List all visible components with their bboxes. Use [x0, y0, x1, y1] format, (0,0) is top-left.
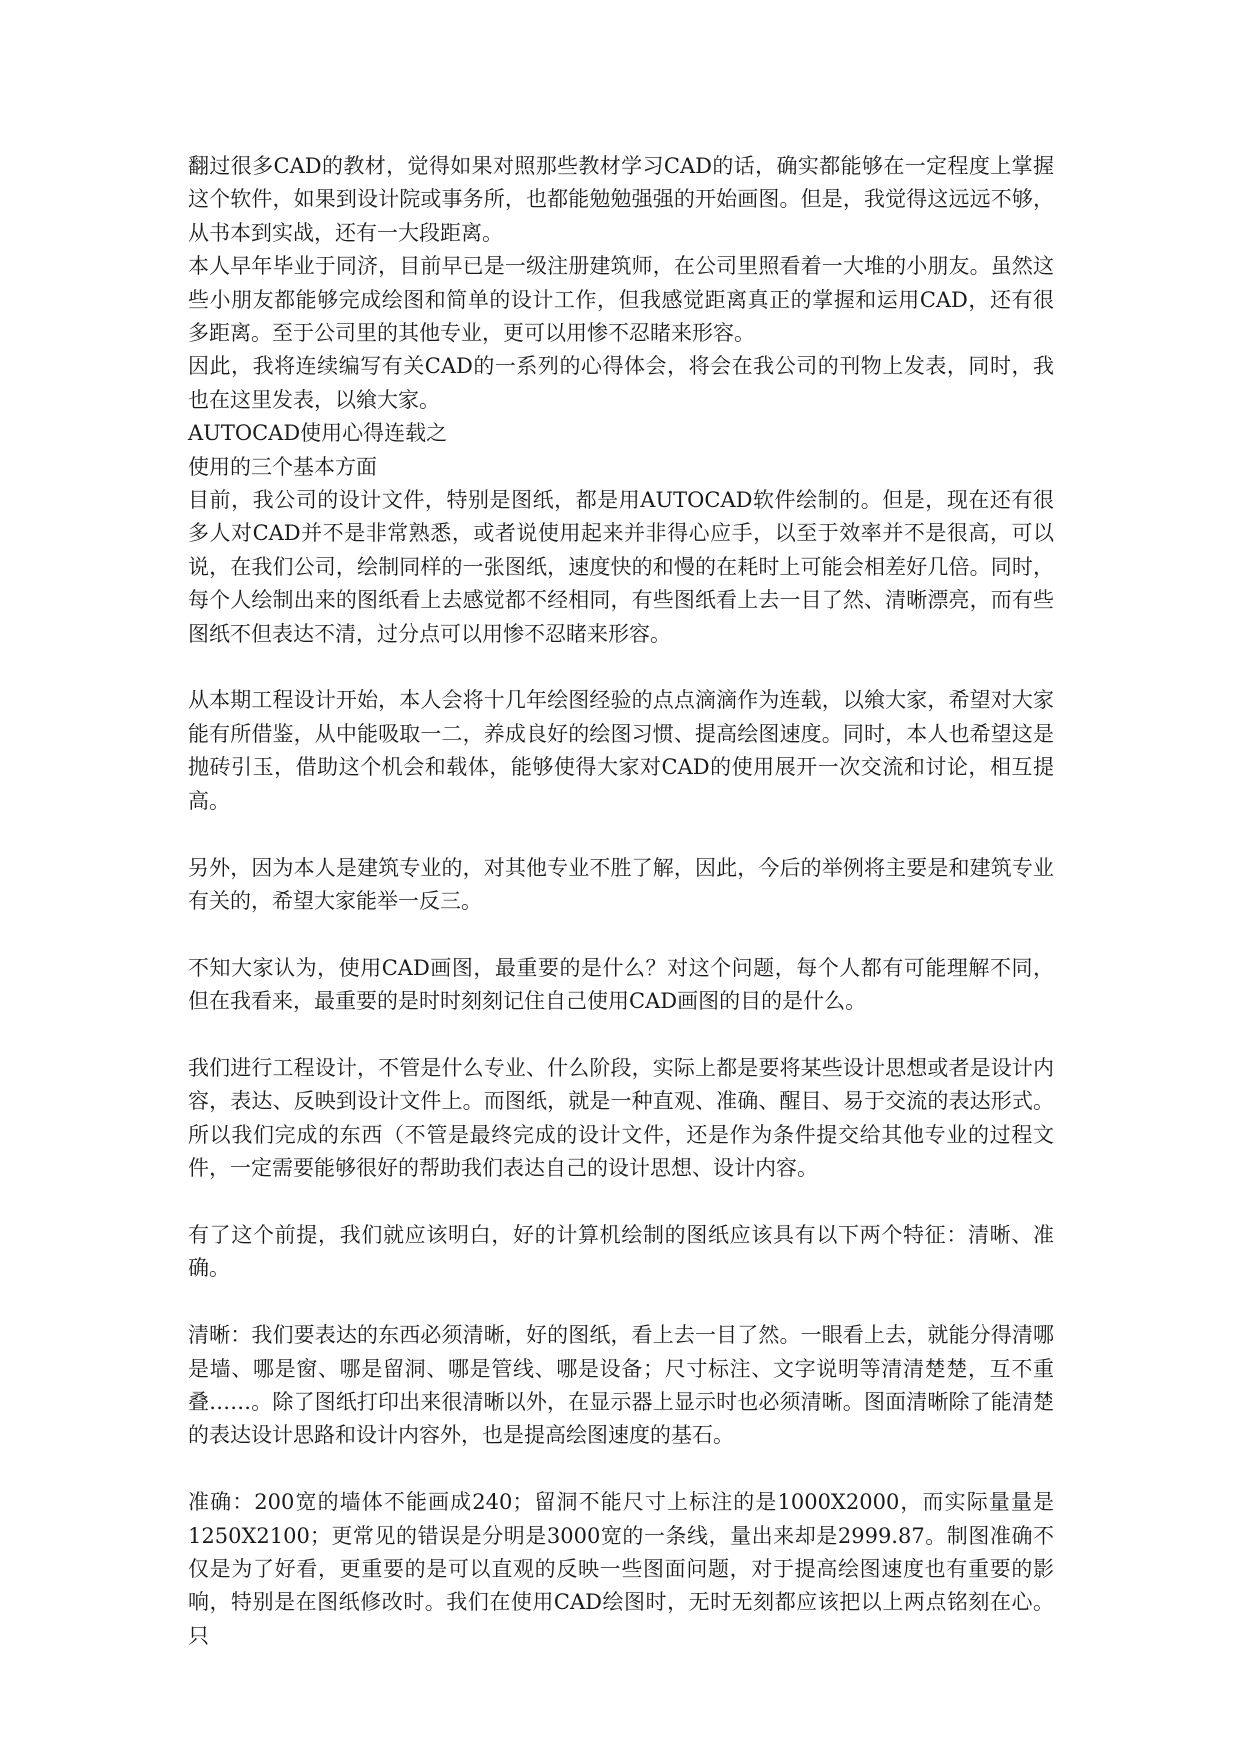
series-title: AUTOCAD使用心得连载之: [188, 421, 448, 446]
document-body: [188, 150, 1054, 1653]
paragraph-question: 不知大家认为，使用CAD画图，最重要的是什么？对这个问题，每个人都有可能理解不同，但在我看来，最重要的是时时刻刻记住自己使用CAD画图的目的是什么。: [188, 955, 1054, 1014]
paragraph-accuracy: 准确：200宽的墙体不能画成240；留洞不能尺寸上标注的是1000X2000，而实际量量是1250X2100；更常见的错误是分明是3000宽的一条线，量出来却是2999.87。制图准确不仅是为了好看，更重要的是可以直观的反映一些图面问题，对于提高绘图速度也有重要的影响，特别是在图纸修改时。我们在使用CAD绘图时，无时无刻都应该把以上两点铭刻在心。只: [188, 1490, 1054, 1648]
paragraph-clarity: 清晰：我们要表达的东西必须清晰，好的图纸，看上去一目了然。一眼看上去，就能分得清哪是墙、哪是窗、哪是留洞、哪是管线、哪是设备；尺寸标注、文字说明等清清楚楚，互不重叠……。除了图纸打印出来很清晰以外，在显示器上显示时也必须清晰。图面清晰除了能清楚的表达设计思路和设计内容外，也是提高绘图速度的基石。: [188, 1323, 1054, 1448]
paragraph-design-purpose: 我们进行工程设计，不管是什么专业、什么阶段，实际上都是要将某些设计思想或者是设计内容，表达、反映到设计文件上。而图纸，就是一种直观、准确、醒目、易于交流的表达形式。所以我们完成的东西（不管是最终完成的设计文件，还是作为条件提交给其他专业的过程文件，一定需要能够很好的帮助我们表达自己的设计思想、设计内容。: [188, 1055, 1054, 1181]
paragraph-purpose: 因此，我将连续编写有关CAD的一系列的心得体会，将会在我公司的刊物上发表，同时，我也在这里发表，以飨大家。: [188, 354, 1054, 412]
paragraph-intro: 翻过很多CAD的教材，觉得如果对照那些教材学习CAD的话，确实都能够在一定程度上掌握这个软件，如果到设计院或事务所，也都能勉勉强强的开始画图。但是，我觉得这远远不够，从书本到实战，还有一大段距离。: [188, 154, 1054, 245]
paragraph-current-status: 目前，我公司的设计文件，特别是图纸，都是用AUTOCAD软件绘制的。但是，现在还有很多人对CAD并不是非常熟悉，或者说使用起来并非得心应手，以至于效率并不是很高，可以说，在我们公司，绘制同样的一张图纸，速度快的和慢的在耗时上可能会相差好几倍。同时，每个人绘制出来的图纸看上去感觉都不经相同，有些图纸看上去一目了然、清晰漂亮，而有些图纸不但表达不清，过分点可以用惨不忍睹来形容。: [188, 488, 1054, 646]
paragraph-discipline-note: 另外，因为本人是建筑专业的，对其他专业不胜了解，因此，今后的举例将主要是和建筑专业有关的，希望大家能举一反三。: [188, 855, 1054, 913]
section-title: 使用的三个基本方面: [188, 454, 377, 479]
paragraph-series-plan: 从本期工程设计开始，本人会将十几年绘图经验的点点滴滴作为连载，以飨大家，希望对大家能有所借鉴，从中能吸取一二，养成良好的绘图习惯、提高绘图速度。同时，本人也希望这是抛砖引玉，借助这个机会和载体，能够使得大家对CAD的使用展开一次交流和讨论，相互提高。: [188, 688, 1054, 813]
paragraph-author: 本人早年毕业于同济，目前早已是一级注册建筑师，在公司里照看着一大堆的小朋友。虽然这些小朋友都能够完成绘图和简单的设计工作，但我感觉距离真正的掌握和运用CAD，还有很多距离。至于公司里的其他专业，更可以用惨不忍睹来形容。: [188, 254, 1054, 346]
paragraph-two-features: 有了这个前提，我们就应该明白，好的计算机绘制的图纸应该具有以下两个特征：清晰、准确。: [188, 1222, 1054, 1281]
